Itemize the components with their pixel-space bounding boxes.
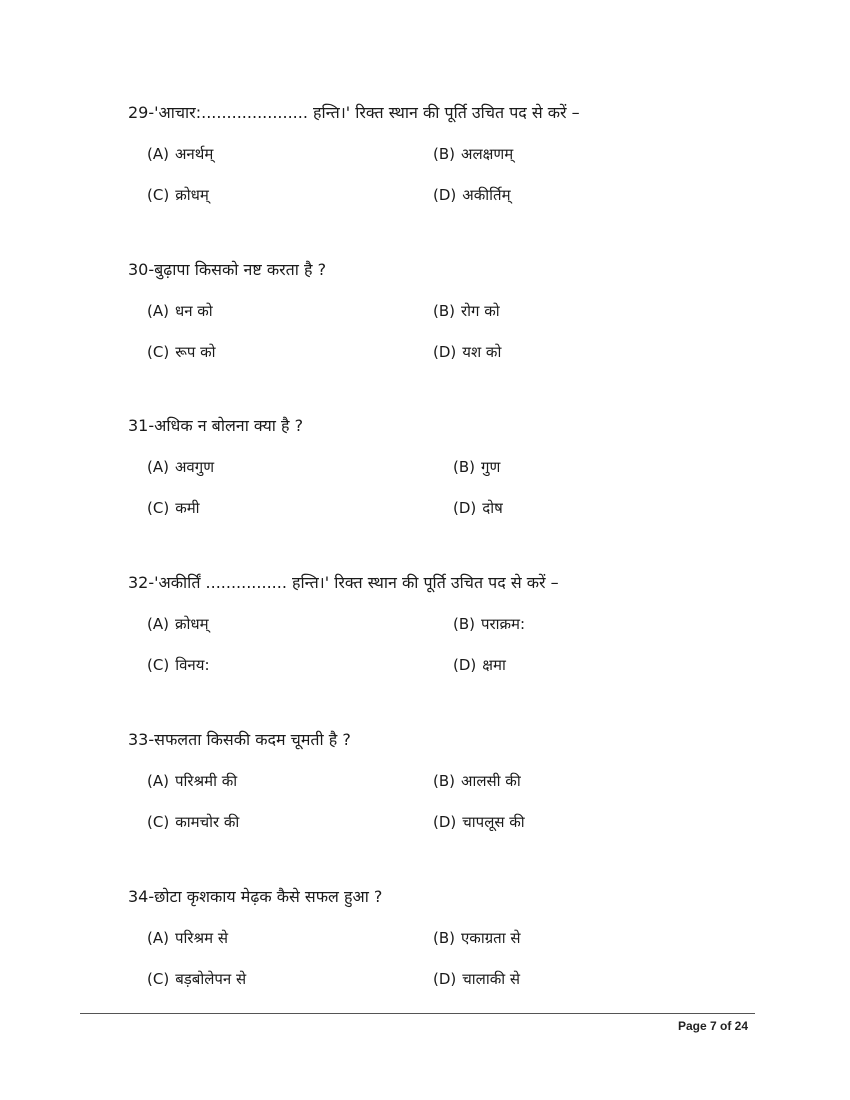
option-letter: (C) (147, 499, 170, 517)
option-letter: (B) (453, 615, 475, 633)
option-row (128, 927, 808, 949)
option-a[interactable] (147, 613, 209, 635)
option-a[interactable] (147, 456, 214, 478)
page-number: Page 7 of 24 (677, 1019, 748, 1033)
option-a[interactable] (147, 143, 213, 165)
option-a[interactable] (147, 770, 237, 792)
option-text: परिश्रम से (174, 929, 229, 947)
option-c[interactable] (147, 968, 246, 990)
option-row (128, 968, 808, 990)
option-letter: (D) (433, 813, 457, 831)
option-c[interactable] (147, 184, 209, 206)
option-text: परिश्रमी की (174, 772, 238, 790)
option-b[interactable] (433, 300, 500, 322)
option-text: धन को (174, 302, 213, 320)
question-text: 30-बुढ़ापा किसको नष्ट करता है ? (128, 260, 327, 279)
question-text: 33-सफलता किसकी कदम चूमती है ? (128, 730, 351, 749)
option-text: अकीर्तिम् (462, 186, 511, 204)
option-row (128, 341, 808, 363)
option-text: क्रोधम् (174, 615, 209, 633)
option-b[interactable] (433, 770, 521, 792)
option-text: गुण (481, 458, 501, 476)
option-text: कामचोर की (175, 813, 240, 831)
option-letter: (B) (433, 772, 455, 790)
option-d[interactable] (433, 811, 525, 833)
question-31 (128, 415, 808, 519)
option-text: अवगुण (174, 458, 215, 476)
option-row (128, 613, 808, 635)
question-33 (128, 729, 808, 833)
option-letter: (A) (147, 615, 169, 633)
option-letter: (B) (433, 302, 455, 320)
question-text: 31-अधिक न बोलना क्या है ? (128, 416, 304, 435)
option-letter: (C) (147, 186, 170, 204)
option-text: रूप को (175, 343, 216, 361)
option-letter: (A) (147, 929, 169, 947)
option-c[interactable] (147, 497, 200, 519)
option-row (128, 497, 808, 519)
option-letter: (A) (147, 458, 169, 476)
option-b[interactable] (433, 143, 513, 165)
option-text: कमी (175, 499, 200, 517)
option-letter: (B) (433, 929, 455, 947)
option-letter: (D) (453, 656, 477, 674)
option-letter: (D) (433, 343, 457, 361)
question-text: 34-छोटा कृशकाय मेढ़क कैसे सफल हुआ ? (128, 887, 383, 906)
option-row (128, 456, 808, 478)
option-row (128, 143, 808, 165)
option-d[interactable] (433, 968, 520, 990)
option-a[interactable] (147, 300, 213, 322)
option-b[interactable] (453, 613, 525, 635)
option-text: पराक्रम: (481, 615, 526, 633)
option-text: यश को (462, 343, 502, 361)
option-c[interactable] (147, 341, 216, 363)
option-letter: (A) (147, 302, 169, 320)
option-c[interactable] (147, 654, 210, 676)
option-letter: (C) (147, 343, 170, 361)
question-30 (128, 259, 808, 363)
footer-divider (80, 1013, 755, 1014)
question-29 (128, 102, 808, 206)
option-letter: (C) (147, 970, 170, 988)
option-text: बड़बोलेपन से (175, 970, 247, 988)
option-letter: (C) (147, 813, 170, 831)
option-row (128, 184, 808, 206)
option-row (128, 770, 808, 792)
question-text: 29-'आचार:..................... हन्ति।' रिक्त स्थान की पूर्ति उचित पद से करें – (128, 103, 580, 122)
option-text: क्षमा (482, 656, 506, 674)
option-d[interactable] (433, 184, 511, 206)
option-row (128, 300, 808, 322)
option-letter: (D) (453, 499, 477, 517)
option-d[interactable] (433, 341, 501, 363)
option-letter: (B) (433, 145, 455, 163)
question-text: 32-'अकीर्तिं ................ हन्ति।' रिक्त स्थान की पूर्ति उचित पद से करें – (128, 573, 559, 592)
option-a[interactable] (147, 927, 228, 949)
question-34 (128, 886, 808, 990)
option-letter: (A) (147, 145, 169, 163)
option-c[interactable] (147, 811, 239, 833)
option-row (128, 654, 808, 676)
option-text: विनय: (175, 656, 210, 674)
option-d[interactable] (453, 497, 503, 519)
option-text: चापलूस की (462, 813, 525, 831)
option-text: एकाग्रता से (461, 929, 521, 947)
option-letter: (D) (433, 186, 457, 204)
option-text: क्रोधम् (175, 186, 209, 204)
option-text: रोग को (461, 302, 500, 320)
option-text: दोष (482, 499, 503, 517)
option-letter: (B) (453, 458, 475, 476)
option-text: चालाकी से (462, 970, 521, 988)
option-letter: (C) (147, 656, 170, 674)
option-text: अनर्थम् (174, 145, 214, 163)
option-letter: (D) (433, 970, 457, 988)
option-text: आलसी की (461, 772, 521, 790)
question-32 (128, 572, 808, 676)
option-text: अलक्षणम् (461, 145, 514, 163)
option-b[interactable] (433, 927, 521, 949)
option-letter: (A) (147, 772, 169, 790)
option-b[interactable] (453, 456, 500, 478)
option-d[interactable] (453, 654, 506, 676)
option-row (128, 811, 808, 833)
